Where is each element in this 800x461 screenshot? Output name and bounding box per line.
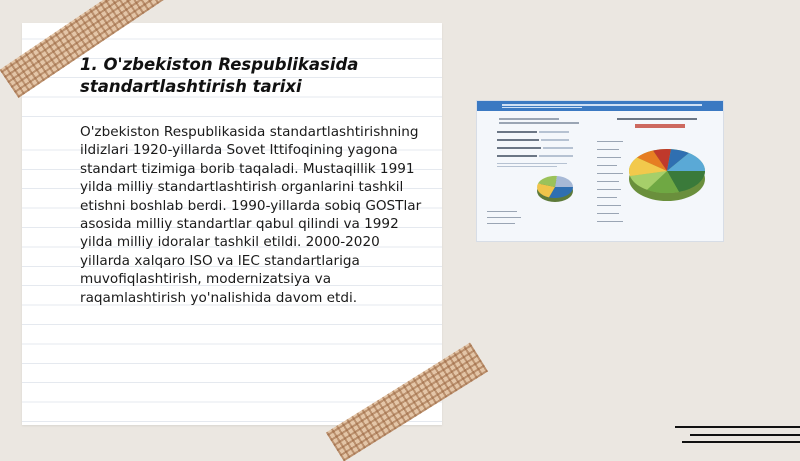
slide-body-text: O'zbekiston Respublikasida standartlashtirishning ildizlari 1920-yillarda Sovet Ittifoqining yagona standart tizimiga borib taqaladi. Mustaqillik 1991 yilda milliy standartlashtirish organlarini tashkil etishni boshlab berdi. 1990-yillarda sobiq GOSTlar asosida milliy standartlar qabul qilindi va 1992 yilda milliy idoralar tashkil etildi. 2000-2020 yillarda xalqaro ISO va IEC standartlariga muvofiqlashtirish, modernizatsiya va raqamlashtirish yo'nalishida davom etdi. (80, 124, 422, 306)
infographic-image (477, 101, 723, 241)
infographic-thumbnail (476, 100, 724, 242)
slide-title: 1. O'zbekiston Respublikasida standartlashtirish tarixi (80, 55, 359, 96)
decorative-lines (675, 420, 800, 450)
